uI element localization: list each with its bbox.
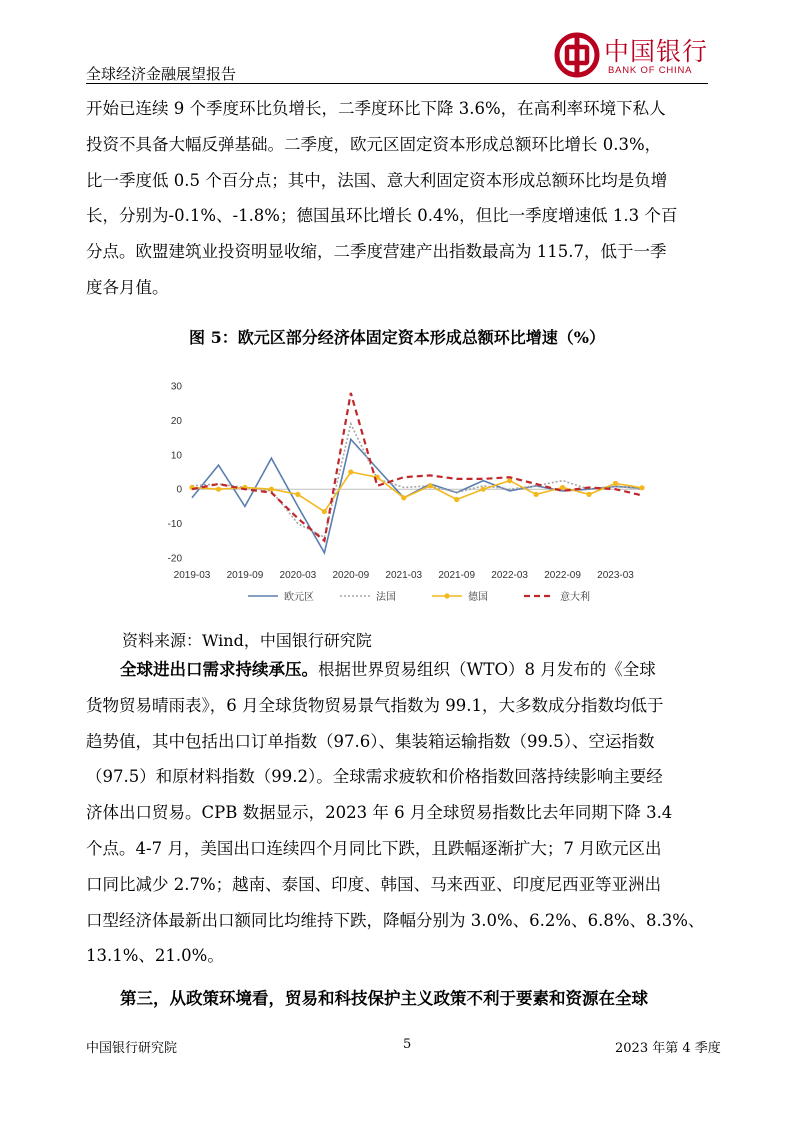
- y-tick-label: 30: [170, 381, 182, 393]
- legend-marker: [444, 593, 449, 598]
- text-line: 13.1%、21.0%。: [86, 946, 224, 966]
- paragraph-lead: 全球进出口需求持续承压。: [120, 660, 318, 679]
- boc-logo-icon: [554, 32, 600, 78]
- paragraph-investment: [86, 91, 708, 306]
- x-tick-label: 2021-09: [438, 570, 476, 581]
- legend-label: 意大利: [560, 592, 590, 603]
- text-line: 长，分别为-0.1%、-1.8%；德国虽环比增长 0.4%，但比一季度增速低 1.3 个百: [86, 206, 678, 226]
- figure-source: 资料来源：Wind，中国银行研究院: [122, 631, 372, 650]
- footer-period: 2023 年第 4 季度: [615, 1041, 721, 1056]
- text-line: 个点。4-7 月，美国出口连续四个月同比下跌，且跌幅逐渐扩大；7 月欧元区出: [86, 838, 662, 858]
- text-line: 济体出口贸易。CPB 数据显示，2023 年 6 月全球贸易指数比去年同期下降 3.4: [86, 803, 673, 823]
- text-line: 口同比减少 2.7%；越南、泰国、印度、韩国、马来西亚、印度尼西亚等亚洲出: [86, 874, 662, 894]
- data-point: [295, 492, 300, 497]
- report-title: 全球经济金融展望报告: [86, 65, 237, 83]
- text-line: 度各月值。: [86, 277, 169, 297]
- logo-english-name: BANK OF CHINA: [608, 65, 693, 76]
- x-tick-label: 2020-03: [279, 570, 317, 581]
- data-point: [613, 481, 618, 486]
- data-point: [586, 492, 591, 497]
- header-divider: [86, 83, 708, 84]
- data-point: [481, 487, 486, 492]
- y-tick-label: 0: [176, 484, 182, 496]
- y-tick-label: -20: [167, 553, 182, 565]
- text-line: 投资不具备大幅反弹基础。二季度，欧元区固定资本形成总额环比增长 0.3%，: [86, 134, 662, 154]
- y-tick-label: 20: [170, 415, 182, 427]
- x-tick-label: 2019-03: [173, 570, 211, 581]
- footer-org: 中国银行研究院: [86, 1041, 178, 1056]
- page-number: 5: [403, 1037, 412, 1052]
- data-point: [322, 509, 327, 514]
- logo-chinese-name: 中国银行: [604, 37, 709, 66]
- x-tick-label: 2020-09: [332, 570, 370, 581]
- text-line: [86, 652, 708, 688]
- bank-logo: [552, 30, 712, 82]
- x-tick-label: 2023-03: [597, 570, 634, 581]
- data-point: [639, 485, 644, 490]
- y-tick-label: -10: [167, 519, 182, 531]
- data-point: [348, 469, 353, 474]
- x-tick-label: 2019-09: [226, 570, 264, 581]
- series-line-0: [192, 439, 642, 553]
- text-line: 货物贸易晴雨表》，6 月全球货物贸易景气指数为 99.1，大多数成分指数均低于: [86, 695, 664, 715]
- text-line: 趋势值，其中包括出口订单指数（97.6）、集装箱运输指数（99.5）、空运指数: [86, 731, 655, 751]
- text-line: 比一季度低 0.5 个百分点；其中，法国、意大利固定资本形成总额环比均是负增: [86, 170, 668, 190]
- figure-caption: 图 5：欧元区部分经济体固定资本形成总额环比增速（%）: [189, 328, 605, 347]
- x-tick-label: 2022-03: [491, 570, 528, 581]
- legend-label: 德国: [468, 592, 488, 603]
- legend-label: 欧元区: [284, 592, 314, 603]
- x-tick-label: 2022-09: [544, 570, 581, 581]
- text-line: （97.5）和原材料指数（99.2）。全球需求疲软和价格指数回落持续影响主要经: [86, 767, 663, 787]
- data-point: [216, 487, 221, 492]
- text-line: 口型经济体最新出口额同比均维持下跌，降幅分别为 3.0%、6.2%、6.8%、8.3%、: [86, 910, 705, 930]
- data-point: [534, 492, 539, 497]
- text-line: 开始已连续 9 个季度环比负增长，二季度环比下降 3.6%，在高利率环境下私人: [86, 99, 666, 118]
- series-line-3: [192, 393, 642, 541]
- gfcf-line-chart: [150, 372, 660, 612]
- text-line: 第三，从政策环境看，贸易和科技保护主义政策不利于要素和资源在全球: [120, 989, 648, 1008]
- data-point: [401, 495, 406, 500]
- series-line-2: [192, 472, 642, 512]
- data-point: [454, 497, 459, 502]
- data-point: [269, 487, 274, 492]
- text-line: 分点。欧盟建筑业投资明显收缩，二季度营建产出指数最高为 115.7，低于一季: [86, 242, 667, 262]
- paragraph-trade: [86, 652, 708, 974]
- text-run: 根据世界贸易组织（WTO）8 月发布的《全球: [318, 660, 656, 679]
- x-tick-label: 2021-03: [385, 570, 423, 581]
- y-tick-label: 10: [170, 450, 182, 462]
- data-point: [428, 483, 433, 488]
- paragraph-policy: [86, 981, 708, 1017]
- legend-label: 法国: [376, 592, 396, 603]
